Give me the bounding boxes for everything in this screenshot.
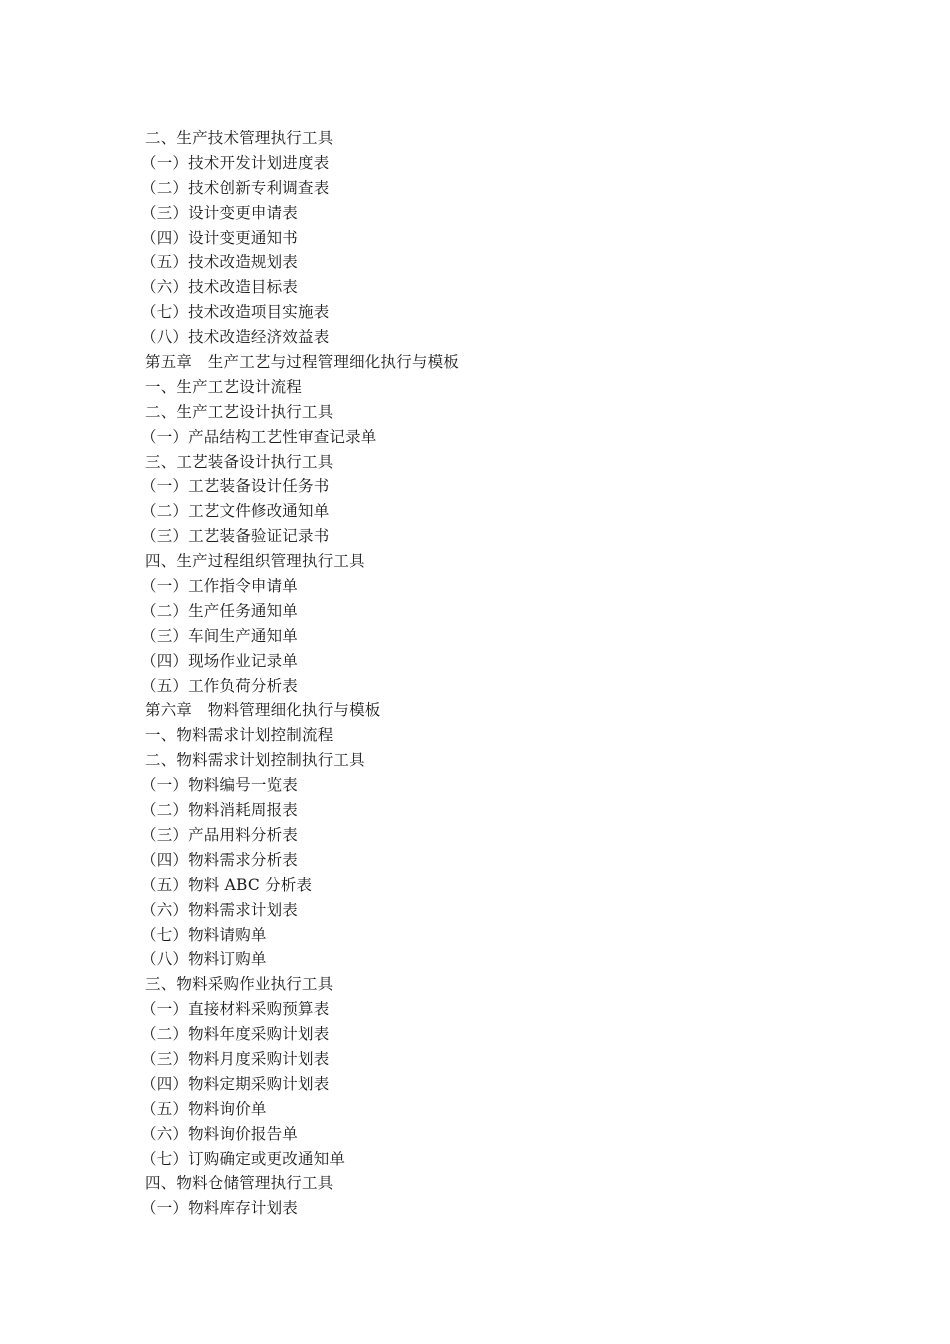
toc-item: （四）设计变更通知书 — [141, 228, 299, 247]
toc-item: （六）物料询价报告单 — [141, 1124, 299, 1143]
toc-item: （一）技术开发计划进度表 — [141, 153, 330, 172]
section-heading: 二、物料需求计划控制执行工具 — [145, 751, 365, 770]
toc-item: （七）技术改造项目实施表 — [141, 303, 330, 322]
section-heading: 三、物料采购作业执行工具 — [145, 975, 334, 994]
toc-item: （八）技术改造经济效益表 — [141, 328, 330, 347]
section-heading: 三、工艺装备设计执行工具 — [145, 452, 334, 471]
toc-item: （五）物料询价单 — [141, 1099, 267, 1118]
section-heading: 四、生产过程组织管理执行工具 — [145, 552, 365, 571]
toc-item: （一）直接材料采购预算表 — [141, 1000, 330, 1019]
toc-item: （三）工艺装备验证记录书 — [141, 527, 330, 546]
section-heading: 一、生产工艺设计流程 — [145, 377, 303, 396]
toc-item: （五）技术改造规划表 — [141, 253, 299, 272]
toc-item: （二）工艺文件修改通知单 — [141, 502, 330, 521]
toc-item: （一）工作指令申请单 — [141, 577, 299, 596]
toc-item: （一）物料库存计划表 — [141, 1199, 299, 1218]
toc-item: （八）物料订购单 — [141, 950, 267, 969]
toc-item: （一）产品结构工艺性审查记录单 — [141, 427, 377, 446]
toc-item: （四）物料需求分析表 — [141, 850, 299, 869]
toc-item: （五）物料 ABC 分析表 — [141, 875, 313, 894]
section-heading: 二、生产工艺设计执行工具 — [145, 402, 334, 421]
toc-item: （三）产品用料分析表 — [141, 825, 299, 844]
toc-item: （三）设计变更申请表 — [141, 203, 299, 222]
table-of-contents — [141, 126, 460, 1221]
toc-item: （二）物料年度采购计划表 — [141, 1025, 330, 1044]
toc-item: （一）物料编号一览表 — [141, 776, 299, 795]
toc-item: （一）工艺装备设计任务书 — [141, 477, 330, 496]
toc-item: （七）订购确定或更改通知单 — [141, 1149, 346, 1168]
toc-item: （二）生产任务通知单 — [141, 601, 299, 620]
section-heading: 二、生产技术管理执行工具 — [145, 129, 334, 147]
toc-item: （四）现场作业记录单 — [141, 651, 299, 670]
toc-item: （六）物料需求计划表 — [141, 900, 299, 919]
section-heading: 一、物料需求计划控制流程 — [145, 726, 334, 745]
chapter-heading: 第六章 物料管理细化执行与模板 — [145, 701, 381, 720]
chapter-heading: 第五章 生产工艺与过程管理细化执行与模板 — [145, 353, 460, 372]
toc-item: （七）物料请购单 — [141, 925, 267, 944]
toc-item: （五）工作负荷分析表 — [141, 676, 299, 695]
toc-item: （二）物料消耗周报表 — [141, 801, 299, 820]
toc-item: （二）技术创新专利调查表 — [141, 178, 330, 197]
toc-item: （六）技术改造目标表 — [141, 278, 299, 297]
toc-item: （三）车间生产通知单 — [141, 626, 299, 645]
toc-item: （四）物料定期采购计划表 — [141, 1074, 330, 1093]
toc-item: （三）物料月度采购计划表 — [141, 1049, 330, 1068]
section-heading: 四、物料仓储管理执行工具 — [145, 1174, 334, 1193]
